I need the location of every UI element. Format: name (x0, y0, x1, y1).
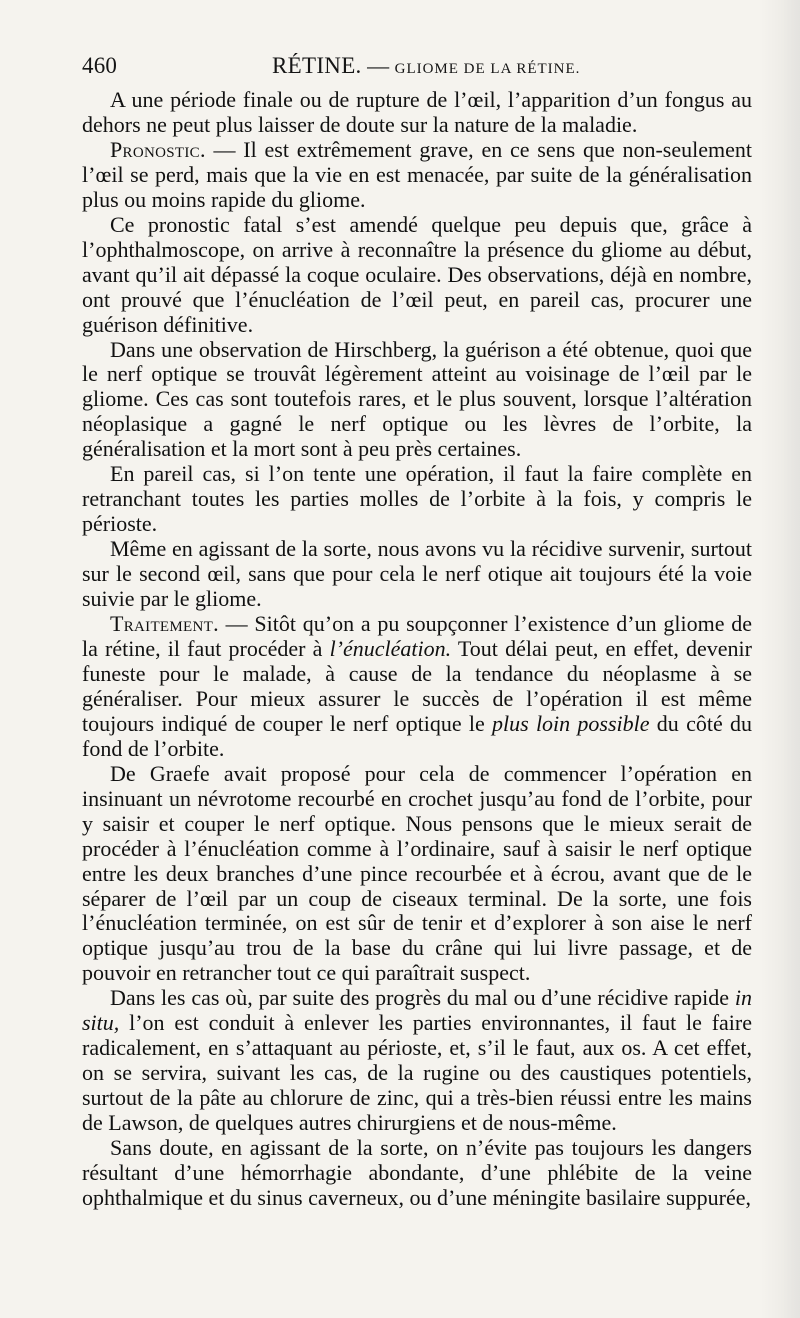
paragraph-hirschberg (82, 338, 752, 463)
paragraph-text: En pareil cas, si l’on tente une opération, il faut la faire complète en retranchant toutes les parties molles de l’orbite à la fois, y compris le périoste. (82, 461, 752, 537)
paragraph-fungus (82, 88, 752, 138)
running-head-subtitle: GLIOME DE LA RÉTINE. (394, 61, 581, 77)
section-label-pronostic: Pronostic. (110, 136, 206, 162)
paragraph-recidive-in-situ (82, 986, 752, 1136)
page-number: 460 (82, 53, 118, 78)
page-body (82, 88, 752, 1211)
paragraph-text: — Il est extrêmement grave, en ce sens que non-seulement l’œil se perd, mais que la vie en est menacée, par suite de la généralisation plus ou moins rapide du gliome. (82, 136, 752, 212)
page-header (82, 52, 752, 82)
paragraph-text: Ce pronostic fatal s’est amendé quelque peu depuis que, grâce à l’ophthalmoscope, on arrive à reconnaître la présence du gliome au début, avant qu’il ait dépassé la coque oculaire. Des observations, déjà en nombre, ont prouvé que l’énucléation de l’œil peut, en pareil cas, procurer une guérison définitive. (82, 211, 752, 337)
paragraph-de-graefe (82, 762, 752, 987)
paragraph-text: Même en agissant de la sorte, nous avons vu la récidive survenir, surtout sur le second œil, sans que pour cela le nerf otique ait toujours été la voie suivie par le gliome. (82, 536, 752, 612)
paragraph-dangers (82, 1136, 752, 1211)
paragraph-text: — Sitôt qu’on a pu soupçonner l’existence d’un gliome de la rétine, il faut procéder à (82, 611, 752, 661)
page-edge-shadow (782, 0, 800, 1318)
italic-plus-loin-possible: plus loin possible (492, 710, 650, 736)
paragraph-pronostic (82, 138, 752, 213)
paragraph-text: l’on est conduit à enlever les parties environnantes, il faut le faire radicalement, en s’attaquant au périoste, et, s’il le faut, aux os. A cet effet, on se servira, suivant les cas, de la rugine ou des caustiques potentiels, surtout de la pâte au chlorure de zinc, qui a très-bien réussi entre les mains de Lawson, de quelques autres chirurgiens et de nous-même. (82, 1010, 752, 1136)
running-head-main: RÉTINE. (272, 53, 362, 78)
italic-in-situ: in situ, (82, 985, 752, 1036)
paragraph-text: Dans les cas où, par suite des progrès du mal ou d’une récidive rapide (110, 985, 735, 1011)
paragraph-recidive (82, 537, 752, 612)
italic-enucleation: l’énucléation. (329, 635, 452, 661)
running-head-dash: — (361, 53, 395, 78)
paragraph-operation (82, 462, 752, 537)
paragraph-text: Dans une observation de Hirschberg, la guérison a été obtenue, quoi que le nerf optique se trouvât légèrement atteint au voisinage de l’œil par le gliome. Ces cas sont toutefois rares, et le plus souvent, lorsque l’altération néoplasique a gagné le nerf optique ou les lèvres de l’orbite, la généralisation et la mort sont à peu près certaines. (82, 336, 752, 462)
paragraph-text: A une période finale ou de rupture de l’œil, l’apparition d’un fongus au dehors ne peut plus laisser de doute sur la nature de la maladie. (82, 87, 752, 137)
paragraph-ophthalmoscope (82, 213, 752, 338)
running-head (272, 53, 580, 79)
paragraph-text: De Graefe avait proposé pour cela de commencer l’opération en insinuant un névrotome recourbé en crochet jusqu’au fond de l’orbite, pour y saisir et couper le nerf optique. Nous pensons que le mieux serait de procéder à l’énucléation comme à l’ordinaire, sauf à saisir le nerf optique entre les deux branches d’une pince recourbée et à écrou, avant que de le séparer de l’œil par un coup de ciseaux terminal. De la sorte, une fois l’énucléation terminée, on est sûr de tenir et d’explorer à son aise le nerf optique jusqu’au trou de la base du crâne qui lui livre passage, et de pouvoir en retrancher tout ce qui paraîtrait suspect. (82, 760, 752, 986)
paragraph-traitement (82, 612, 752, 762)
section-label-traitement: Traitement. (110, 611, 219, 637)
paragraph-text: Sans doute, en agissant de la sorte, on n’évite pas toujours les dangers résultant d’une hémorrhagie abondante, d’une phlébite de la veine ophthalmique et du sinus caverneux, ou d’une méningite basilaire suppurée, (82, 1135, 752, 1210)
paragraph-text: du côté du fond de l’orbite. (82, 710, 752, 761)
paragraph-text: Tout délai peut, en effet, devenir funeste pour le malade, à cause de la tendance du néoplasme à se généraliser. Pour mieux assurer le succès de l’opération il est même toujours indiqué de couper le nerf optique le (82, 635, 752, 736)
